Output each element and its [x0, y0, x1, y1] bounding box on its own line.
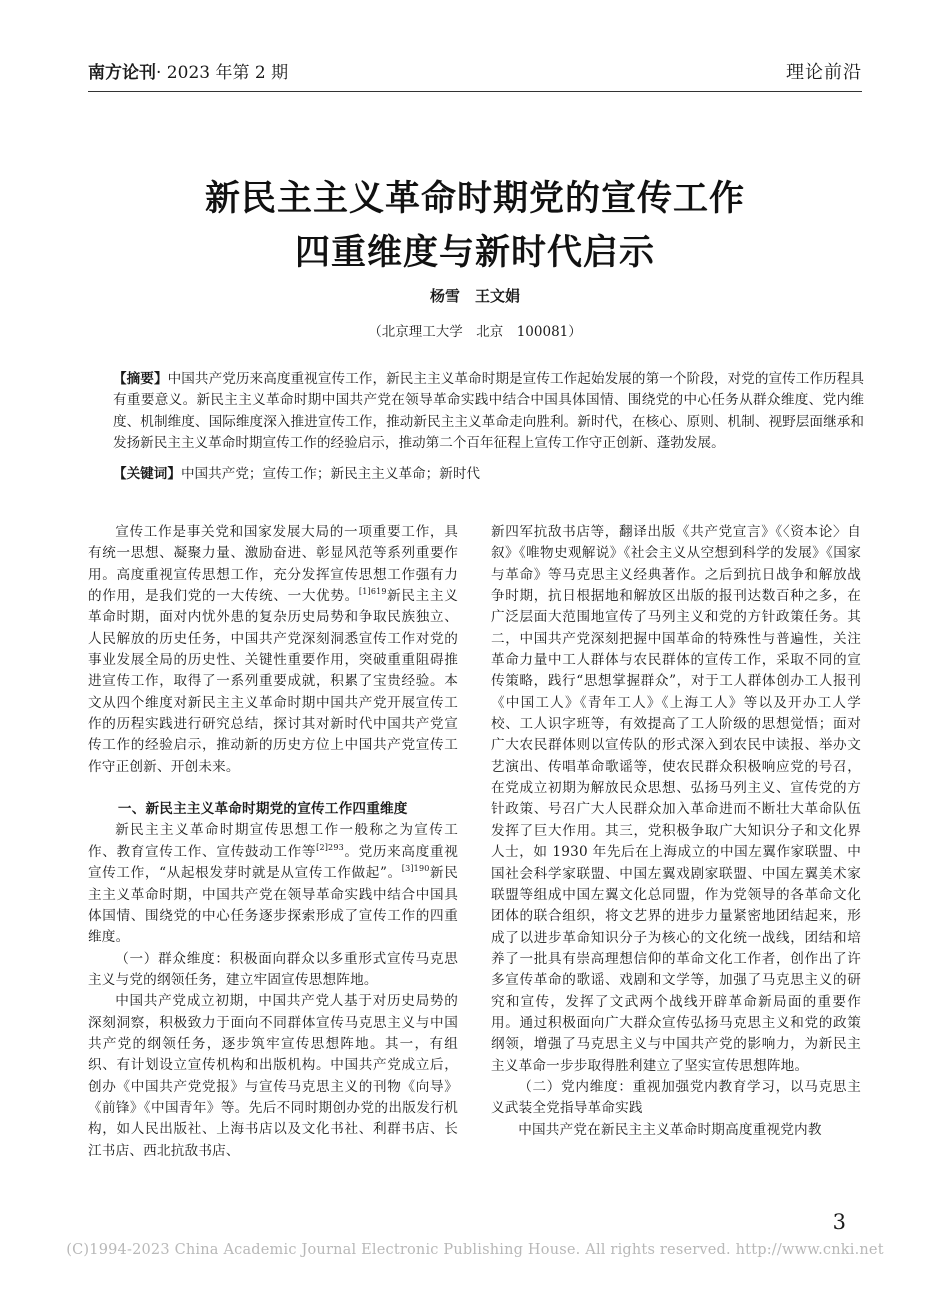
article-title — [0, 172, 950, 280]
body-text: 新民主主义革命时期宣传思想工作一般称之为宣传工作、教育宣传工作、宣传鼓动工作等 — [88, 822, 458, 860]
keywords-text: 中国共产党；宣传工作；新民主主义革命；新时代 — [180, 466, 481, 482]
body-text: 新民主主义革命时期，中国共产党在领导革命实践中结合中国具体国情、围绕党的中心任务逐步探索形成了宣传工作的四重维度。 — [88, 865, 459, 946]
affiliation: （北京理工大学 北京 100081） — [368, 324, 582, 340]
left-column — [88, 522, 458, 1162]
title-line-1: 新民主主义革命时期党的宣传工作 — [204, 179, 745, 219]
abstract-label: 【摘要】 — [113, 371, 168, 387]
subsection-heading: （一）群众维度：积极面向群众以多重形式宣传马克思主义与党的纲领任务，建立牢固宣传思想阵地。 — [88, 950, 458, 988]
section-name: 理论前沿 — [786, 62, 862, 83]
keywords-label: 【关键词】 — [113, 466, 181, 482]
subsection-heading: （二）党内维度：重视加强党内教育学习，以马克思主义武装全党指导革命实践 — [491, 1078, 861, 1117]
body-text: 。党历来高度重视宣传工作，“从起根发芽时就是从宣传工作做起”。 — [88, 843, 458, 882]
journal-name: 南方论刊 — [88, 63, 156, 83]
intro-paragraph — [88, 522, 458, 778]
running-header — [88, 58, 862, 88]
copyright-footer: (C)1994-2023 China Academic Journal Electronic Publishing House. All rights reserved. http://www.cnki.net — [66, 1242, 884, 1258]
abstract-text: 中国共产党历来高度重视宣传工作，新民主主义革命时期是宣传工作起始发展的第一个阶段，对党的宣传工作历程具有重要意义。新民主主义革命时期中国共产党在领导革命实践中结合中国具体国情、围绕党的中心任务从群众维度、党内维度、机制维度、国际维度深入推进宣传工作，推动新民主主义革命走向胜利。新时代，在核心、原则、机制、视野层面继承和发扬新民主主义革命时期宣传工作的经验启示，推动第二个百年征程上宣传工作守正创新、蓬勃发展。 — [113, 371, 864, 452]
intro-text-b: 新民主主义革命时期，面对内忧外患的复杂历史局势和争取民族独立、人民解放的历史任务，中国共产党深刻洞悉宣传工作对党的事业发展全局的历史性、关键性重要作用，突破重重阻碍推进宣传工作，取得了一系列重要成就，积累了宝贵经验。本文从四个维度对新民主主义革命时期中国共产党开展宣传工作的历程实践进行研究总结，探讨其对新时代中国共产党宣传工作的经验启示，推动新的历史方位上中国共产党宣传工作守正创新、开创未来。 — [88, 588, 458, 775]
body-paragraph: 中国共产党成立初期，中国共产党人基于对历史局势的深刻洞察，积极致力于面向不同群体宣传马克思主义与中国共产党的纲领任务，逐步筑牢宣传思想阵地。其一，有组织、有计划设立宣传机构和出版机构。中国共产党成立后，创办《中国共产党党报》与宣传马克思主义的刊物《向导》《前锋》《中国青年》等。先后不同时期创办党的出版发行机构，如人民出版社、上海书店以及文化书社、利群书店、长江书店、西北抗敌书店、 — [88, 993, 458, 1159]
issue-label: · 2023 年第 2 期 — [156, 63, 289, 83]
page-number: 3 — [832, 1210, 846, 1234]
intro-text-a: 宣传工作是事关党和国家发展大局的一项重要工作，具有统一思想、凝聚力量、激励奋进、彰显风范等系列重要作用。高度重视宣传思想工作，充分发挥宣传思想工作强有力的作用，是我们党的一大传统、一大优势。 — [88, 524, 458, 605]
citation: [3]190 — [401, 864, 430, 874]
citation: [2]293 — [316, 842, 344, 852]
body-paragraph: 新四军抗敌书店等，翻译出版《共产党宣言》《〈资本论〉自叙》《唯物史观解说》《社会主义从空想到科学的发展》《国家与革命》等马克思主义经典著作。之后到抗日战争和解放战争时期，抗日根据地和解放区出版的报刊达数百种之多，在广泛层面大范围地宣传了马列主义和党的方针政策任务。其二，中国共产党深刻把握中国革命的特殊性与普遍性，关注革命力量中工人群体与农民群体的宣传工作，采取不同的宣传策略，践行“思想掌握群众”，对于工人群体创办工人报刊《中国工人》《青年工人》《上海工人》等以及开办工人学校、工人识字班等，有效提高了工人阶级的思想觉悟；面对广大农民群体则以宣传队的形式深入到农民中读报、举办文艺演出、传唱革命歌谣等，使农民群众积极响应党的号召，在党成立初期为解放民众思想、弘扬马列主义、宣传党的方针政策、号召广大人民群众加入革命进而不断壮大革命队伍发挥了巨大作用。其三，党积极争取广大知识分子和文化界人士，如 1930 年先后在上海成立的中国左翼作家联盟、中国社会科学家联盟、中国左翼戏剧家联盟、中国左翼美术家联盟等组成中国左翼文化总同盟，作为党领导的各革命文化团体的联合组织，将文艺界的进步力量紧密地团结起来，形成了以进步革命知识分子为核心的文化统一战线，团结和培养了一批具有崇高理想信仰的革命文化工作者，创作出了许多宣传革命的歌谣、戏剧和文学等，加强了马克思主义的研究和宣传，发挥了文武两个战线开辟革命新局面的重要作用。通过积极面向广大群众宣传弘扬马克思主义和党的政策纲领，增强了马克思主义与中国共产党的影响力，为新民主主义革命一步步取得胜利建立了坚实宣传思想阵地。 — [491, 524, 861, 1074]
title-line-2: 四重维度与新时代启示 — [294, 233, 655, 273]
body-paragraph — [88, 820, 458, 948]
keywords — [113, 464, 864, 485]
right-column — [491, 522, 861, 1141]
body-paragraph: 中国共产党在新民主主义革命时期高度重视党内教 — [518, 1121, 822, 1138]
abstract — [113, 369, 864, 455]
journal-issue — [88, 58, 288, 83]
header-rule — [88, 91, 862, 92]
section-heading: 一、新民主主义革命时期党的宣传工作四重维度 — [117, 801, 408, 818]
citation: [1]619 — [358, 587, 387, 597]
authors: 杨雪 王文娟 — [429, 287, 520, 305]
